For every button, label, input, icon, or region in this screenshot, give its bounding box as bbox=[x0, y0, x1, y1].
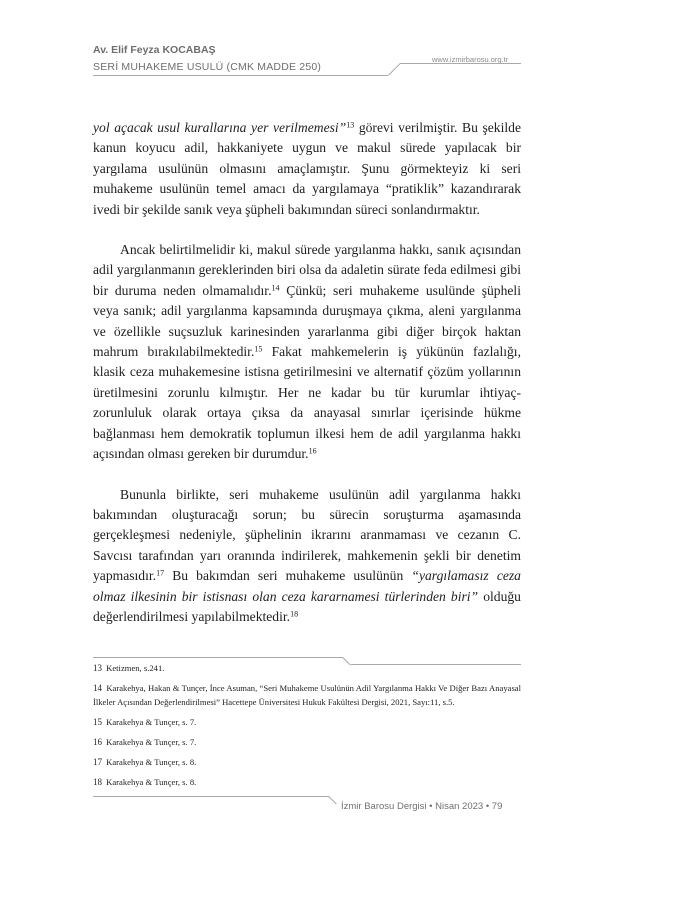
text-run: Bununla birlikte, seri muhakeme usulünün adil yargılanma hakkı bakımından oluşturacağı sorun; bu sürecin soruşturma aşamasında gerçekleşmesi nedeniyle, şüphelinin ikrarını aranmaması ve cezanın C. Savcısı tarafından yarı oranında indirilerek, mahkemenin şekli bir denetim yapmasıdır. bbox=[93, 486, 521, 584]
footnote-reference: 14 bbox=[271, 283, 280, 293]
footnote-item bbox=[93, 735, 521, 749]
header-rule-left bbox=[93, 75, 388, 76]
page-footer: İzmir Barosu Dergisi • Nisan 2023 • 79 bbox=[341, 801, 503, 812]
footnote-item bbox=[93, 715, 521, 729]
running-header-author: Av. Elif Feyza KOCABAŞ bbox=[93, 44, 216, 56]
footnote-text: Ketizmen, s.241. bbox=[104, 663, 165, 673]
text-run: Fakat mahkemelerin iş yükünün fazlalığı, klasik ceza muhakemesine istisna getirilmesini ve alternatif çözüm yollarının üretilmesini zorunlu kılmıştır. Her ne kadar bu tür kurumlar ihtiyaç-zorunluluk olarak ortaya çıksa da anayasal sınırlar içerisinde hükme bağlanması hem demokratik toplumun ilkesi hem de adil yargılanma hakkı açısından olması gereken bir durumdur. bbox=[93, 344, 521, 462]
body-paragraph bbox=[93, 240, 521, 464]
footnote-text: Karakehya & Tunçer, s. 8. bbox=[104, 757, 197, 767]
footnote-reference: 16 bbox=[308, 446, 317, 456]
footnotes bbox=[93, 661, 521, 795]
footnote-reference: 15 bbox=[254, 344, 263, 354]
footnote-reference: 13 bbox=[346, 120, 355, 130]
body-paragraph bbox=[93, 485, 521, 628]
footnote-item bbox=[93, 661, 521, 675]
footnote-text: Karakehya & Tunçer, s. 7. bbox=[104, 737, 197, 747]
italic-quote: “yargılamasız ceza olmaz ilkesinin bir istisnası olan ceza kararnamesi türlerinden biri” bbox=[93, 568, 521, 604]
text-run: görevi verilmiştir. Bu şekilde kanun koyucu adil, hakkaniyete uygun ve makul sürede yapılacak bir yargılama usulünün olmasını amaçlamıştır. Şunu görmekteyiz ki seri muhakeme usulünün temel amacı da yargılamaya “pratiklik” kazandırarak ivedi bir şekilde sanık veya şüpheli bakımından süreci sonlandırmaktır. bbox=[93, 120, 521, 217]
running-header-website: www.izmirbarosu.org.tr bbox=[432, 55, 509, 64]
header-rule-right bbox=[400, 63, 521, 64]
text-run: Çünkü; seri muhakeme usulünde şüpheli veya sanık; adil yargılanma kapsamında duruşmaya çıkma, aleni yargılanma ve özellikle suçsuzluk karinesinden yararlanma gibi diğer birçok haktan mahrum bırakılabilmektedir. bbox=[93, 282, 521, 360]
footnote-separator-left bbox=[93, 657, 343, 658]
footer-rule-left bbox=[93, 796, 329, 797]
footnote-number: 13 bbox=[93, 663, 102, 673]
footnote-text: Karakehya & Tunçer, s. 7. bbox=[104, 717, 197, 727]
footnote-number: 16 bbox=[93, 737, 102, 747]
text-run: Bu bakımdan seri muhakeme usulünün bbox=[164, 568, 412, 584]
footnote-number: 14 bbox=[93, 683, 102, 693]
footnote-reference: 18 bbox=[290, 609, 299, 619]
footnote-item bbox=[93, 755, 521, 769]
footnote-text: Karakehya, Hakan & Tunçer, İnce Asuman, “Seri Muhakeme Usulünün Adil Yargılanma Hakkı Ve Diğer Bazı Anayasal İlkeler Açısından Değerlendirilmesi” Hacettepe Üniversitesi Hukuk Fakültesi Dergisi, 2021, Sayı:11, s.5. bbox=[93, 683, 521, 707]
footnote-number: 15 bbox=[93, 717, 102, 727]
footer-rule-diagonal bbox=[328, 796, 336, 804]
footnote-number: 18 bbox=[93, 777, 102, 787]
italic-quote: yol açacak usul kurallarına yer verilmemesi” bbox=[93, 120, 347, 135]
footnote-text: Karakehya & Tunçer, s. 8. bbox=[104, 777, 197, 787]
footnote-item bbox=[93, 681, 521, 709]
text-run: Ancak belirtilmelidir ki, makul sürede yargılanma hakkı, sanık açısından adil yargılanmanın gereklerinden biri olsa da adaletin sürate feda edilmesi gibi bir duruma neden olmamalıdır. bbox=[93, 242, 521, 298]
footnote-item bbox=[93, 775, 521, 789]
body-text bbox=[93, 118, 521, 647]
header-rule-diagonal bbox=[388, 63, 401, 76]
running-header-section-title: SERİ MUHAKEME USULÜ (CMK MADDE 250) bbox=[93, 61, 322, 73]
footnote-number: 17 bbox=[93, 757, 102, 767]
text-run: olduğu değerlendirilmesi yapılabilmektedir. bbox=[93, 588, 521, 624]
body-paragraph bbox=[93, 118, 521, 220]
footnote-reference: 17 bbox=[156, 568, 165, 578]
